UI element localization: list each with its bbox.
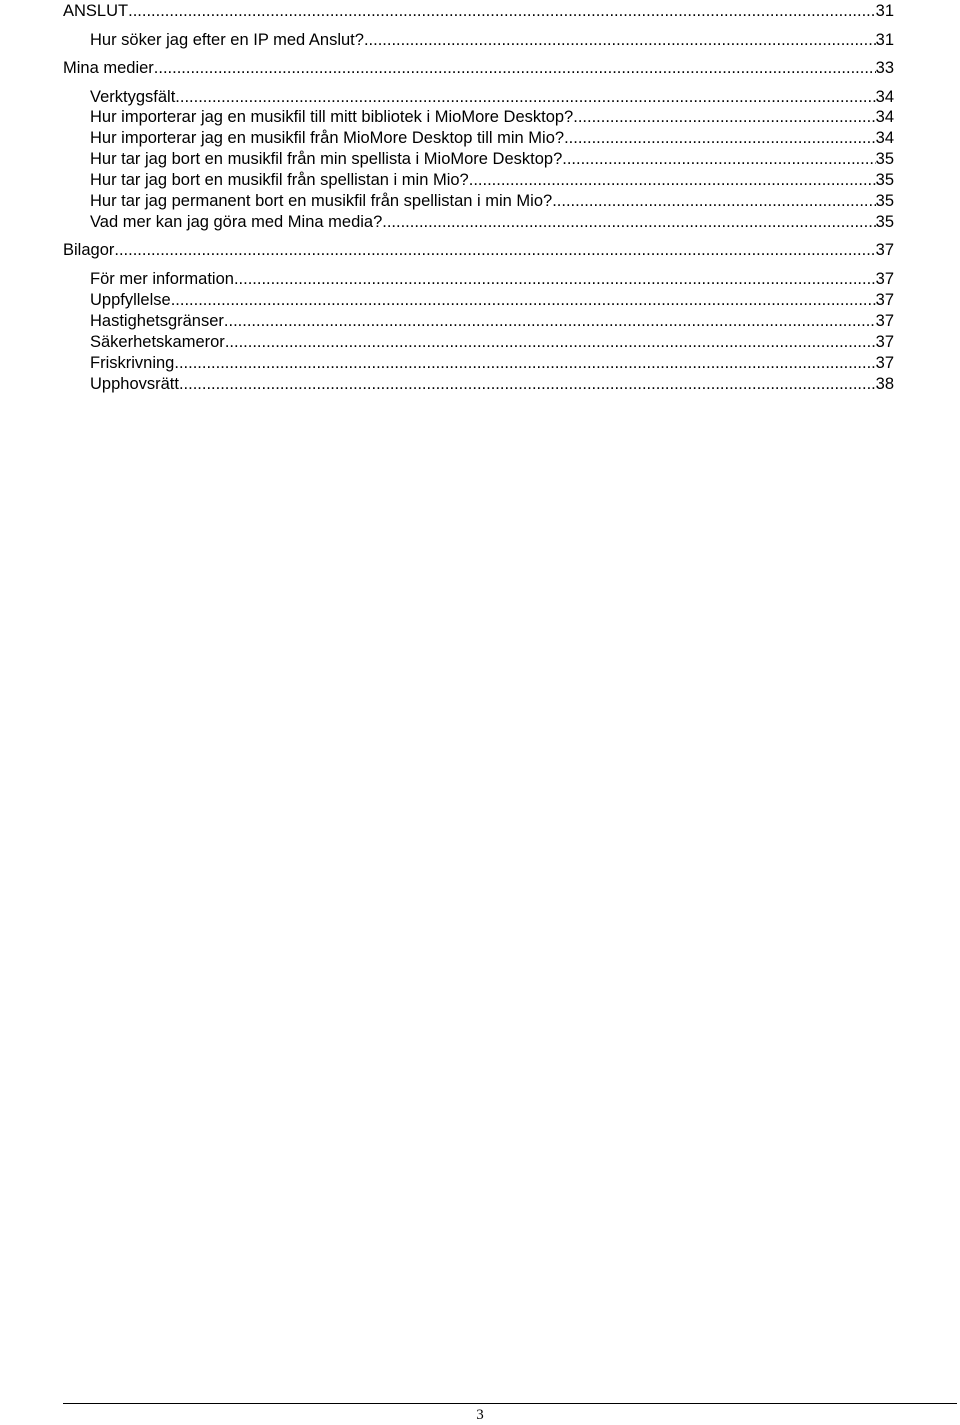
- footer-divider: [63, 1403, 957, 1404]
- toc-dot-leader: [562, 149, 875, 169]
- toc-entry-title: Hastighetsgränser: [90, 312, 224, 330]
- toc-entry[interactable]: [90, 191, 894, 211]
- page-number: 3: [476, 1407, 484, 1423]
- toc-entry-title: För mer information: [90, 270, 234, 288]
- toc-entry-page: 34: [875, 88, 894, 106]
- toc-entry[interactable]: [90, 87, 894, 107]
- toc-entry-title: Säkerhetskameror: [90, 333, 225, 351]
- toc-entry-page: 37: [875, 291, 894, 309]
- toc-entry-page: 35: [875, 150, 894, 168]
- toc-entry-page: 34: [875, 129, 894, 147]
- toc-entry[interactable]: [90, 107, 894, 127]
- toc-entry-title: Upphovsrätt: [90, 375, 179, 393]
- toc-entry-title: Bilagor: [63, 241, 115, 259]
- toc-entry-title: Vad mer kan jag göra med Mina media?: [90, 213, 383, 231]
- toc-entry-title: Mina medier: [63, 59, 154, 77]
- toc-dot-leader: [564, 128, 876, 148]
- toc-dot-leader: [175, 87, 875, 107]
- toc-entry[interactable]: [90, 290, 894, 310]
- toc-dot-leader: [382, 212, 875, 232]
- toc-entry[interactable]: [63, 1, 894, 21]
- toc-entry-page: 38: [875, 375, 894, 393]
- toc-entry[interactable]: [90, 128, 894, 148]
- toc-entry[interactable]: [90, 353, 894, 373]
- toc-entry[interactable]: [63, 58, 894, 78]
- toc-entry[interactable]: [90, 374, 894, 394]
- toc-entry[interactable]: [90, 30, 894, 50]
- toc-entry-title: Uppfyllelse: [90, 291, 171, 309]
- toc-entry[interactable]: [90, 332, 894, 352]
- toc-entry-title: Hur importerar jag en musikfil till mitt bibliotek i MioMore Desktop?: [90, 108, 574, 126]
- toc-entry-page: 37: [875, 241, 894, 259]
- toc-entry[interactable]: [90, 269, 894, 289]
- toc-dot-leader: [364, 30, 876, 50]
- toc-entry-title: ANSLUT: [63, 2, 129, 20]
- toc-entry[interactable]: [63, 240, 894, 260]
- toc-dot-leader: [174, 353, 875, 373]
- toc-entry-title: Friskrivning: [90, 354, 175, 372]
- toc-entry-page: 31: [875, 31, 894, 49]
- toc-entry-page: 37: [875, 270, 894, 288]
- toc-entry-page: 37: [875, 354, 894, 372]
- toc-entry[interactable]: [90, 149, 894, 169]
- toc-dot-leader: [128, 1, 876, 21]
- toc-dot-leader: [224, 311, 876, 331]
- toc-entry[interactable]: [90, 170, 894, 190]
- toc-dot-leader: [469, 170, 876, 190]
- toc-entry-page: 31: [875, 2, 894, 20]
- toc-entry-page: 37: [875, 312, 894, 330]
- toc-dot-leader: [552, 191, 875, 211]
- toc-entry[interactable]: [90, 311, 894, 331]
- toc-entry-title: Hur importerar jag en musikfil från MioMore Desktop till min Mio?: [90, 129, 565, 147]
- toc-entry-title: Hur tar jag bort en musikfil från min spellista i MioMore Desktop?: [90, 150, 563, 168]
- toc-entry-title: Hur söker jag efter en IP med Anslut?: [90, 31, 364, 49]
- toc-entry-page: 37: [875, 333, 894, 351]
- toc-entry-page: 35: [875, 171, 894, 189]
- toc-dot-leader: [225, 332, 876, 352]
- toc-dot-leader: [171, 290, 876, 310]
- toc-entry-page: 34: [875, 108, 894, 126]
- toc-entry-title: Hur tar jag bort en musikfil från spellistan i min Mio?: [90, 171, 469, 189]
- toc-entry-page: 35: [875, 213, 894, 231]
- toc-entry-page: 33: [875, 59, 894, 77]
- toc-dot-leader: [114, 240, 875, 260]
- toc-dot-leader: [179, 374, 876, 394]
- toc-entry-title: Hur tar jag permanent bort en musikfil från spellistan i min Mio?: [90, 192, 553, 210]
- toc-entry-page: 35: [875, 192, 894, 210]
- toc-dot-leader: [573, 107, 875, 127]
- toc-dot-leader: [154, 58, 876, 78]
- toc-entry-title: Verktygsfält: [90, 88, 176, 106]
- toc-entry[interactable]: [90, 212, 894, 232]
- toc-dot-leader: [234, 269, 876, 289]
